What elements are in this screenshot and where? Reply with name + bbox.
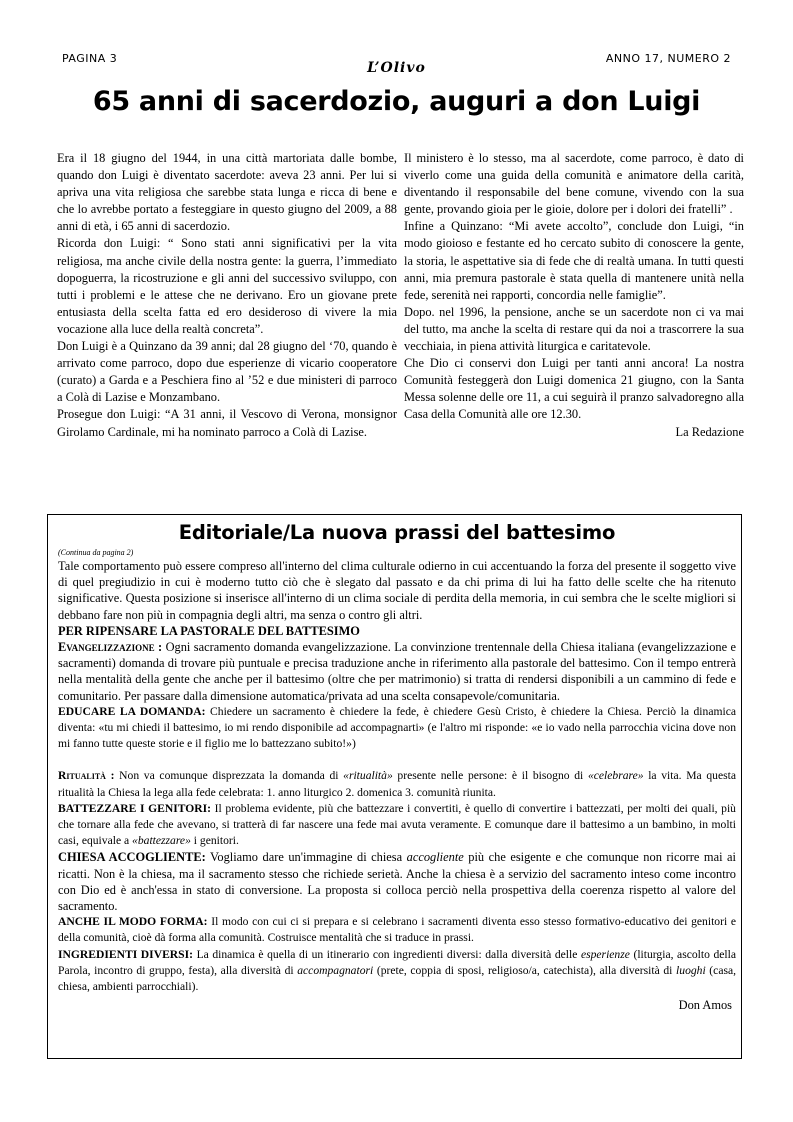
- emphasis: accompagnatori: [297, 963, 374, 977]
- emphasis: «celebrare»: [587, 769, 644, 783]
- editorial-signature: Don Amos: [678, 998, 732, 1013]
- section-chiesa: [58, 849, 736, 914]
- section-text: Vogliamo dare un'immagine di chiesa: [205, 850, 407, 865]
- paragraph: Era il 18 giugno del 1944, in una città martoriata dalle bombe, quando don Luigi è diventato sacerdote: aveva 23 anni. Per lui si apriva una vita religiosa che sarebbe stata lunga e ricca di bene e che lo avrebbe portato a festeggiare in questo giugno del 2009, a 88 anni di età, i 65 anni di sacerdozio.: [57, 151, 397, 234]
- article-body: [57, 150, 744, 441]
- section-text: la vita. Ma questa ritualità la Chiesa la lega alla fede celebrata: 1. anno liturgico 2. domenica 3. comunità riunita.: [58, 769, 736, 799]
- section-ritualita: [58, 768, 736, 800]
- section-text: i genitori.: [190, 834, 239, 848]
- section-text: Il modo con cui ci si prepara e si celebrano i sacramenti diventa esso stesso formativo-educativo dei genitori e della comunità, cioè dà forma alla comunità. Costruisce mentalità che si traduce in prassi.: [58, 915, 737, 945]
- paragraph: Il ministero è lo stesso, ma al sacerdote, come parroco, è dato di viverlo come una guida della comunità e animatore della carità, diventando il responsabile del bene comune, vivendo con la sua gente, provando gioia per le gioie, dolore per i dolori dei fratelli” .: [404, 151, 744, 217]
- section-text: Chiedere un sacramento è chiedere la fede, è chiedere Gesù Cristo, è chiedere la Chiesa. Perciò la dinamica diventa: «tu mi chiedi il battesimo, io mi rendo disponibile ad accompagnarti» (e l'altro mi risponde: «e io vado nella parrocchia vicina dove non mi fanno tutte queste storie e il figlio me lo battezzano subito!»): [58, 704, 736, 751]
- section-label: Evangelizzazione :: [58, 640, 163, 655]
- paragraph: Dopo. nel 1996, la pensione, anche se un sacerdote non ci va mai del tutto, ma anche la scelta di restare qui da noi a trascorrere la sua vecchiaia, in piena attività liturgica e caritatevole.: [404, 304, 744, 354]
- section-educare: [58, 704, 736, 753]
- emphasis: luoghi: [676, 963, 706, 977]
- section-label: EDUCARE LA DOMANDA:: [58, 704, 206, 718]
- paragraph: Prosegue don Luigi: “A 31 anni, il Vescovo di Verona, monsignor Girolamo Cardinale, mi ha nominato parroco a Colà di Lazise.: [57, 407, 397, 439]
- emphasis: esperienze: [580, 947, 630, 961]
- emphasis: «battezzare»: [132, 834, 191, 848]
- paragraph: Don Luigi è a Quinzano da 39 anni; dal 28 giugno del ‘70, quando è arrivato come parroco, dopo due esperienze di vicario cooperatore (curato) a Garda e a Peschiera fino al ’52 e due ministeri di parroco a Colà di Lazise e Monzambano.: [57, 339, 397, 405]
- page-number: PAGINA 3: [62, 52, 118, 65]
- spacer: [58, 752, 736, 768]
- masthead: L’Olivo: [367, 60, 426, 76]
- emphasis: «ritualità»: [343, 769, 393, 783]
- section-text: presente nelle persone: è il bisogno di: [392, 769, 588, 783]
- section-text: Il problema evidente, più che battezzare i convertiti, è quello di convertire i battezzati, per molti dei quali, più che tornare alla fede che avevano, si tratterà di far nascere una fede mai avuta veramente. E comunque dare il battesimo a un bambino, in molti casi, equivale a: [58, 801, 736, 848]
- editorial-intro: Tale comportamento può essere compreso all'interno del clima culturale odierno in cui accentuando la forza del presente il soggetto vive di quel pregiudizio in cui è moderno tutto ciò che è slegato dal passato e da chi prima di lui ha fatto delle scelte che ha ritenuto significative. Questa posizione si inserisce all'interno di un clima sociale di perdita della memoria, in cui sembra che le scelte migliori si debbano fare non più in compagnia degli altri, ma senza o contro gli altri.: [58, 559, 736, 622]
- section-text: (liturgia, ascolto della Parola, incontro di gruppo, festa), alla diversità di: [58, 947, 736, 977]
- section-text: Ogni sacramento domanda evangelizzazione. La convinzione trentennale della Chiesa italiana (evangelizzazione e sacramenti) domanda di trovare più puntuale e precisa traduzione anche in riferimento alla pastorale del battesimo. Con il tempo entrerà nella mentalità della gente che anche per il battesimo (oltre che per matrimonio) si tratta di rendersi disponibili a un cammino di fede e comunitario. Per passare dalla dimensione automatica/privata ad una scelta consapevole/comunitaria.: [58, 640, 736, 703]
- section-ingredienti: [58, 947, 736, 996]
- article-title: 65 anni di sacerdozio, auguri a don Luigi: [92, 86, 701, 117]
- section-text: Non va comunque disprezzata la domanda di: [114, 769, 344, 783]
- section-label: CHIESA ACCOGLIENTE:: [58, 850, 206, 865]
- section-evangelizzazione: [58, 639, 736, 704]
- article-column-right: [404, 150, 744, 441]
- paragraph: Che Dio ci conservi don Luigi per tanti anni ancora! La nostra Comunità festeggerà don Luigi domenica 21 giugno, con la Santa Messa solenne delle ore 11, a cui seguirà il pranzo salvadoregno alla Casa della Comunità alle ore 12.30.: [404, 356, 744, 422]
- section-text: (casa, chiesa, ambienti parrocchiali).: [58, 963, 737, 994]
- section-modo: [58, 914, 736, 946]
- emphasis: accogliente: [406, 850, 464, 865]
- section-text: La dinamica è quella di un itinerario con ingredienti diversi: dalla diversità delle: [193, 947, 581, 961]
- issue-number: ANNO 17, NUMERO 2: [605, 52, 731, 65]
- continued-note: (Continua da pagina 2): [58, 548, 134, 557]
- editorial-title: Editoriale/La nuova prassi del battesimo: [178, 521, 616, 544]
- section-label: BATTEZZARE I GENITORI:: [58, 801, 212, 815]
- article-column-left: [57, 150, 397, 441]
- section-label: ANCHE IL MODO FORMA:: [58, 915, 208, 929]
- article-signature: La Redazione: [675, 424, 744, 439]
- section-text: (prete, coppia di sposi, religioso/a, catechista), alla diversità di: [373, 963, 677, 977]
- section-text: più che esigente e che comunque non ricorre mai ai ricatti. Non è la chiesa, ma il sacramento stesso che richiede serietà. Anche la chiesa è a servizio del sacramento inteso come incontro con Dio ed è anch'essa in stato di conversione. La proposta si colloca perciò nella prospettiva della coerenza rispetto al valore del sacramento.: [58, 850, 736, 914]
- section-label: INGREDIENTI DIVERSI:: [58, 947, 193, 961]
- paragraph: Infine a Quinzano: “Mi avete accolto”, conclude don Luigi, “in modo gioioso e festante ed ho cercato subito di conoscere la gente, la storia, le aspettative sia di fede che di realtà umana. In tutti questi anni, mia premura pastorale è stata quella di mantenere unità nella fede, serenità nei rapporti, concordia nelle famiglie”.: [404, 219, 744, 302]
- editorial-box: [47, 514, 742, 1059]
- section-heading: PER RIPENSARE LA PASTORALE DEL BATTESIMO: [58, 623, 360, 638]
- section-battezzare: [58, 801, 736, 850]
- paragraph: Ricorda don Luigi: “ Sono stati anni significativi per la vita religiosa, ma anche civile della nostra gente: la guerra, l’immediato dopoguerra, la ricostruzione e gli anni del successivo sviluppo, con tutti i problemi e le attese che ne derivano. Ero un giovane prete entusiasta della scelta fatta ed ero desideroso di vivere la mia vocazione alla luce della realtà concreta”.: [57, 236, 397, 336]
- section-label: Ritualità :: [58, 769, 115, 783]
